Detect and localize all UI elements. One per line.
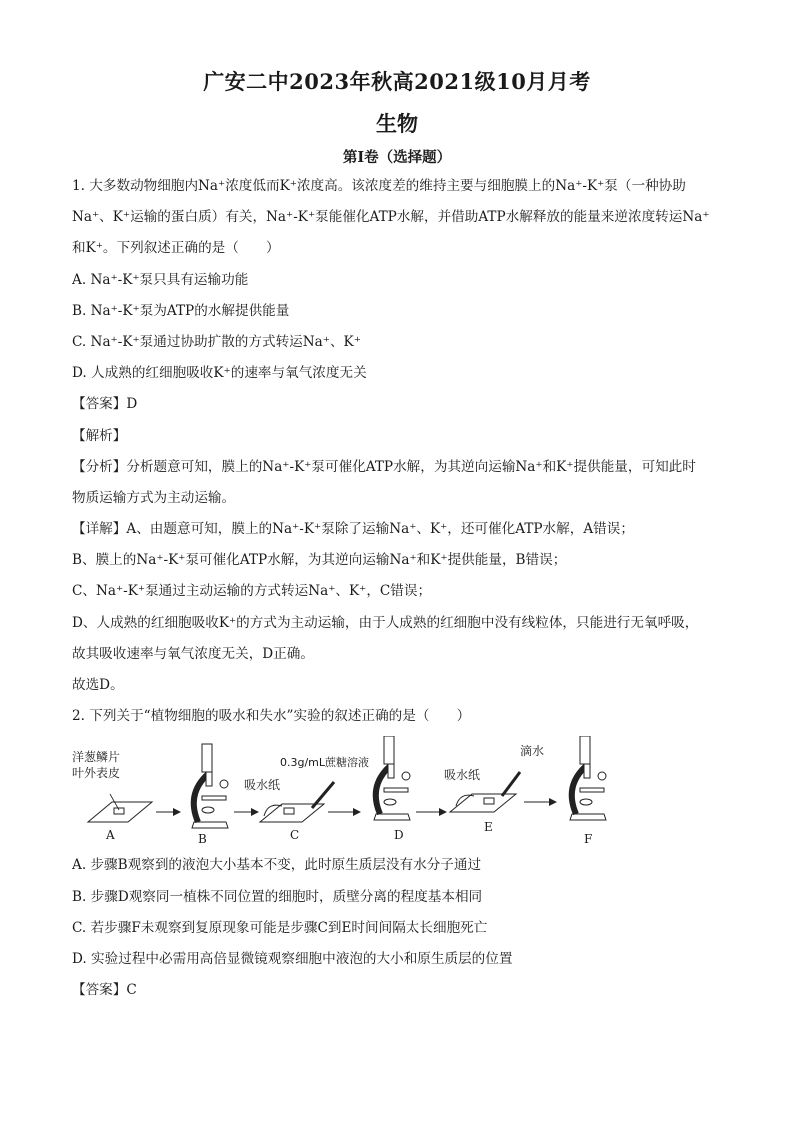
q1-analysis-line: B、膜上的Na⁺-K⁺泵可催化ATP水解，为其逆向运输Na⁺和K⁺提供能量，B错误； — [72, 552, 567, 569]
question-2 — [72, 703, 724, 1008]
q1-option-c: C. Na⁺-K⁺泵通过协助扩散的方式转运Na⁺、K⁺ — [72, 333, 361, 350]
q1-stem-line: 1. 大多数动物细胞内Na⁺浓度低而K⁺浓度高。该浓度差的维持主要与细胞膜上的Na⁺-K⁺泵（一种协助 — [72, 178, 686, 194]
subject-title: 生物 — [376, 111, 418, 136]
step-label-e: E — [484, 820, 493, 835]
section-title: 第Ⅰ卷（选择题） — [342, 149, 452, 166]
label-absorbent-paper-2: 吸水纸 — [444, 768, 481, 783]
q2-option-d: D. 实验过程中必需用高倍显微镜观察细胞中液泡的大小和原生质层的位置 — [72, 950, 513, 967]
q1-option-b: B. Na⁺-K⁺泵为ATP的水解提供能量 — [72, 302, 290, 319]
exam-title: 广安二中2023年秋高2021级10月月考 — [203, 69, 591, 94]
answer-value: D — [126, 396, 138, 413]
q1-analysis-line: 故选D。 — [72, 677, 124, 693]
step-label-f: F — [584, 832, 593, 847]
q2-answer — [72, 977, 724, 1008]
q1-stem-line: Na⁺、K⁺运输的蛋白质）有关，Na⁺-K⁺泵能催化ATP水解，并借助ATP水解释放的能量来逆浓度转运Na⁺ — [72, 209, 710, 226]
answer-value: C — [126, 982, 137, 999]
q1-analysis-line: C、Na⁺-K⁺泵通过主动运输的方式转运Na⁺、K⁺，C错误； — [72, 583, 432, 600]
answer-tag: 【答案】 — [72, 396, 127, 413]
q1-analysis-line: 故其吸收速率与氧气浓度无关，D正确。 — [72, 645, 314, 662]
q1-analysis-line: 【分析】分析题意可知，膜上的Na⁺-K⁺泵可催化ATP水解，为其逆向运输Na⁺和K⁺提供能量，可知此时 — [72, 458, 696, 475]
q1-analysis-line: D、人成熟的红细胞吸收K⁺的方式为主动运输，由于人成熟的红细胞中没有线粒体，只能进行无氧呼吸， — [72, 614, 699, 631]
step-d-microscope — [374, 736, 410, 820]
step-label-d: D — [394, 828, 404, 843]
step-label-c: C — [290, 828, 300, 843]
q1-stem-line: 和K⁺。下列叙述正确的是（ ） — [72, 240, 280, 257]
q2-option-a: A. 步骤B观察到的液泡大小基本不变，此时原生质层没有水分子通过 — [72, 857, 482, 874]
question-content — [72, 173, 724, 1008]
q2-option-c: C. 若步骤F未观察到复原现象可能是步骤C到E时间间隔太长细胞死亡 — [72, 919, 488, 936]
answer-tag: 【答案】 — [72, 982, 127, 999]
q2-option-b: B. 步骤D观察同一植株不同位置的细胞时，质壁分离的程度基本相同 — [72, 888, 483, 905]
q1-analysis-tag: 【解析】 — [72, 427, 127, 444]
label-onion-line2: 叶外表皮 — [72, 766, 121, 781]
question-1 — [72, 173, 724, 703]
q1-analysis-line: 【详解】A、由题意可知，膜上的Na⁺-K⁺泵除了运输Na⁺、K⁺，还可催化ATP水解，A错误； — [72, 521, 634, 538]
label-absorbent-paper-1: 吸水纸 — [244, 778, 281, 793]
step-label-b: B — [198, 832, 207, 847]
experiment-figure — [72, 736, 724, 846]
q1-answer — [72, 391, 724, 422]
label-sucrose-solution: 0.3g/mL蔗糖溶液 — [280, 756, 370, 770]
q1-option-d: D. 人成熟的红细胞吸收K⁺的速率与氧气浓度无关 — [72, 365, 367, 382]
step-f-microscope — [570, 736, 606, 820]
label-add-water: 滴水 — [520, 744, 545, 759]
step-a-slide — [88, 794, 152, 822]
q2-stem: 2. 下列关于“植物细胞的吸水和失水”实验的叙述正确的是（ ） — [72, 708, 471, 725]
step-b-microscope — [192, 744, 228, 828]
label-onion-line1: 洋葱鳞片 — [72, 750, 121, 765]
q1-option-a: A. Na⁺-K⁺泵只具有运输功能 — [72, 271, 249, 288]
step-label-a: A — [106, 828, 115, 843]
q1-analysis-line: 物质运输方式为主动运输。 — [72, 489, 236, 506]
